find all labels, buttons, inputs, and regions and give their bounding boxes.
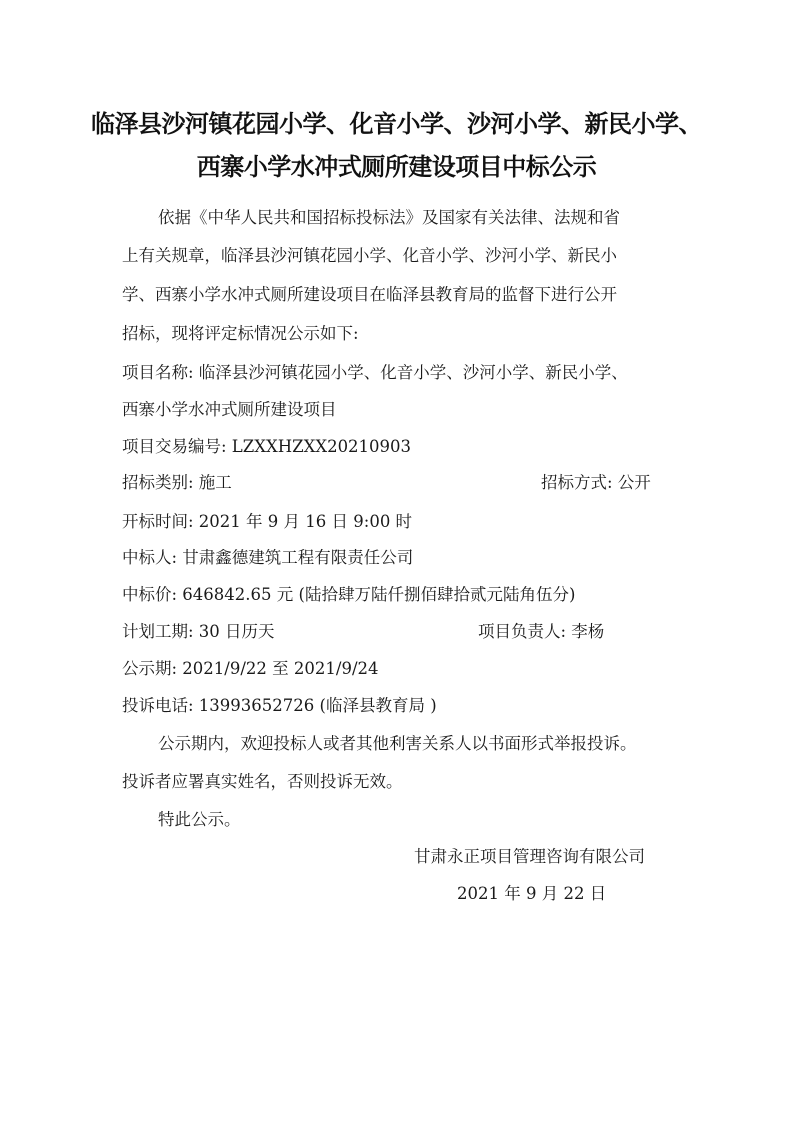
opening-time: 开标时间: 2021 年 9 月 16 日 9:00 时 [122, 512, 413, 531]
complaint-text-line-2: 投诉者应署真实姓名，否则投诉无效。 [122, 772, 403, 791]
tender-type: 招标类别: 施工 [122, 473, 232, 492]
intro-line-3: 学、西寨小学水冲式厕所建设项目在临泽县教育局的监督下进行公开 [122, 285, 617, 304]
tender-method: 招标方式: 公开 [541, 473, 651, 492]
issuer-name: 甘肃永正项目管理咨询有限公司 [414, 847, 645, 866]
winning-price: 中标价: 646842.65 元 (陆拾肆万陆仟捌佰肆拾贰元陆角伍分) [122, 585, 576, 604]
winning-bidder: 中标人: 甘肃鑫德建筑工程有限责任公司 [122, 548, 414, 567]
closing-remark: 特此公示。 [158, 810, 241, 829]
transaction-number: 项目交易编号: LZXXHZXX20210903 [122, 437, 412, 456]
complaint-phone: 投诉电话: 13993652726 (临泽县教育局 ) [122, 696, 437, 715]
project-name-line-1: 项目名称: 临泽县沙河镇花园小学、化音小学、沙河小学、新民小学、 [122, 363, 628, 382]
planned-duration: 计划工期: 30 日历天 [122, 622, 275, 641]
notice-period: 公示期: 2021/9/22 至 2021/9/24 [122, 659, 379, 678]
project-lead: 项目负责人: 李杨 [478, 622, 605, 641]
intro-line-4: 招标，现将评定标情况公示如下: [122, 324, 359, 343]
project-name-line-2: 西寨小学水冲式厕所建设项目 [122, 400, 337, 419]
intro-line-2: 上有关规章，临泽县沙河镇花园小学、化音小学、沙河小学、新民小 [122, 246, 617, 265]
title-line-1: 临泽县沙河镇花园小学、化音小学、沙河小学、新民小学、 [91, 110, 702, 138]
issue-date: 2021 年 9 月 22 日 [457, 884, 607, 903]
intro-line-1: 依据《中华人民共和国招标投标法》及国家有关法律、法规和省 [158, 208, 620, 227]
complaint-text-line-1: 公示期内，欢迎投标人或者其他利害关系人以书面形式举报投诉。 [158, 734, 637, 753]
title-line-2: 西寨小学水冲式厕所建设项目中标公示 [196, 153, 597, 181]
